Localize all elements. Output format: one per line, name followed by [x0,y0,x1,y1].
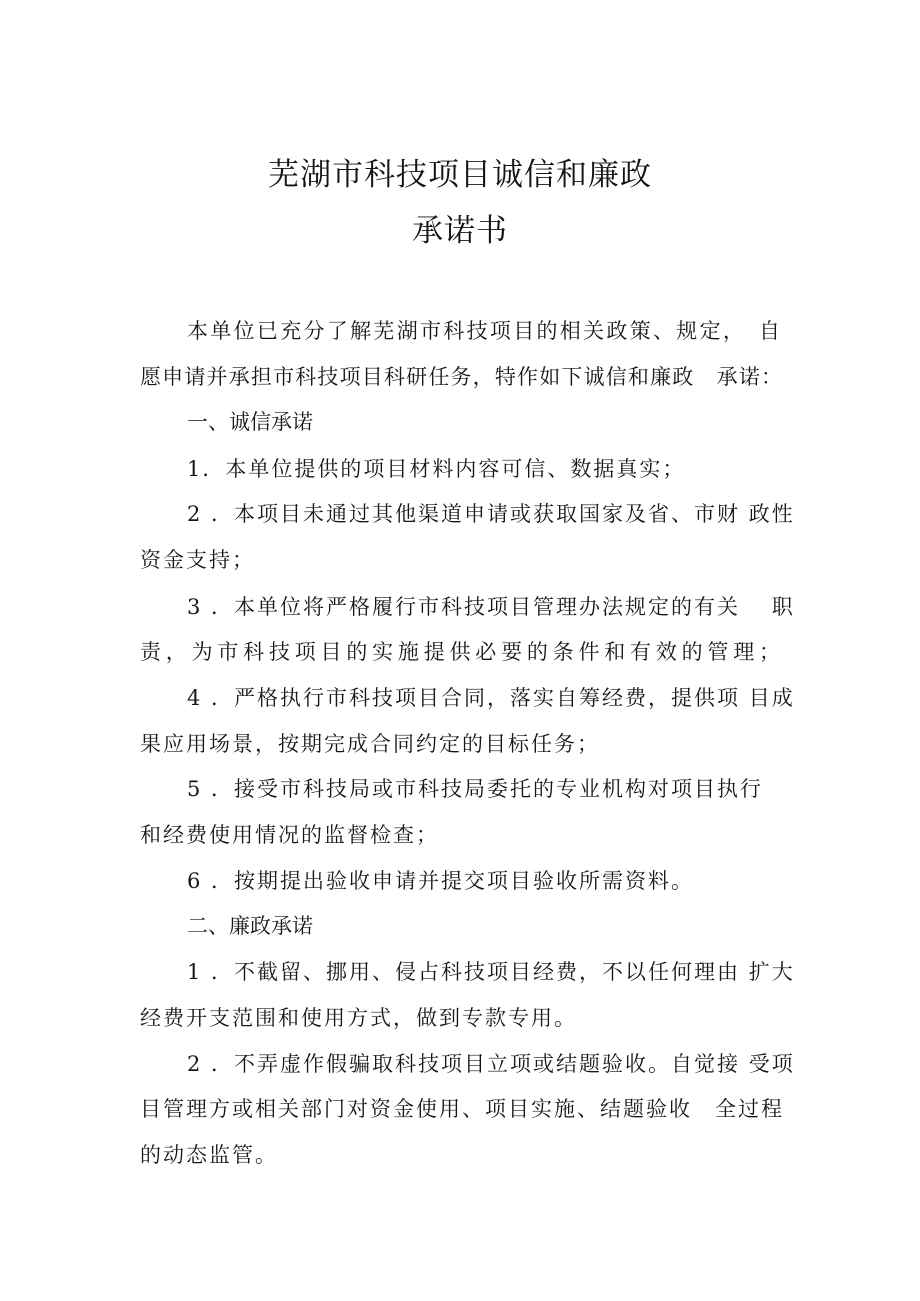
anticorruption-item-2-line-3: 的动态监管。 [140,1143,278,1167]
paragraph-intro-line-2: 愿申请并承担市科技项目科研任务，特作如下诚信和廉政 承诺： [140,365,782,389]
document-title-line-2: 承诺书 [412,213,508,249]
integrity-item-3-line-1: 3 ．本单位将严格履行市科技项目管理办法规定的有关 职 [187,595,795,619]
integrity-item-3-line-2: 责，为市科技项目的实施提供必要的条件和有效的管理； [140,640,782,664]
document-title-line-1: 芜湖市科技项目诚信和廉政 [268,157,652,193]
paragraph-intro-line-1: 本单位已充分了解芜湖市科技项目的相关政策、规定， 自 [187,319,782,343]
anticorruption-item-1-line-2: 经费开支范围和使用方式，做到专款专用。 [140,1006,577,1030]
section-heading-integrity: 一、诚信承诺 [187,410,313,434]
integrity-item-5-line-1: 5 ．接受市科技局或市科技局委托的专业机构对项目执行 [187,777,764,801]
integrity-item-2-line-1: 2 ．本项目未通过其他渠道申请或获取国家及省、市财 政性 [187,502,795,526]
integrity-item-1: 1．本单位提供的项目材料内容可信、数据真实； [187,457,686,481]
anticorruption-item-2-line-1: 2 ．不弄虚作假骗取科技项目立项或结题验收。自觉接 受项 [187,1052,795,1076]
anticorruption-item-1-line-1: 1 ．不截留、挪用、侵占科技项目经费，不以任何理由 扩大 [187,960,795,984]
integrity-item-5-line-2: 和经费使用情况的监督检查； [140,823,439,847]
integrity-item-4-line-2: 果应用场景，按期完成合同约定的目标任务； [140,732,600,756]
integrity-item-6: 6 ．按期提出验收申请并提交项目验收所需资料。 [187,869,695,893]
anticorruption-item-2-line-2: 目管理方或相关部门对资金使用、项目实施、结题验收 全过程 [140,1097,784,1121]
integrity-item-4-line-1: 4 ．严格执行市科技项目合同，落实自筹经费，提供项 目成 [187,686,795,710]
integrity-item-2-line-2: 资金支持； [140,548,255,572]
section-heading-anticorruption: 二、廉政承诺 [187,914,313,938]
